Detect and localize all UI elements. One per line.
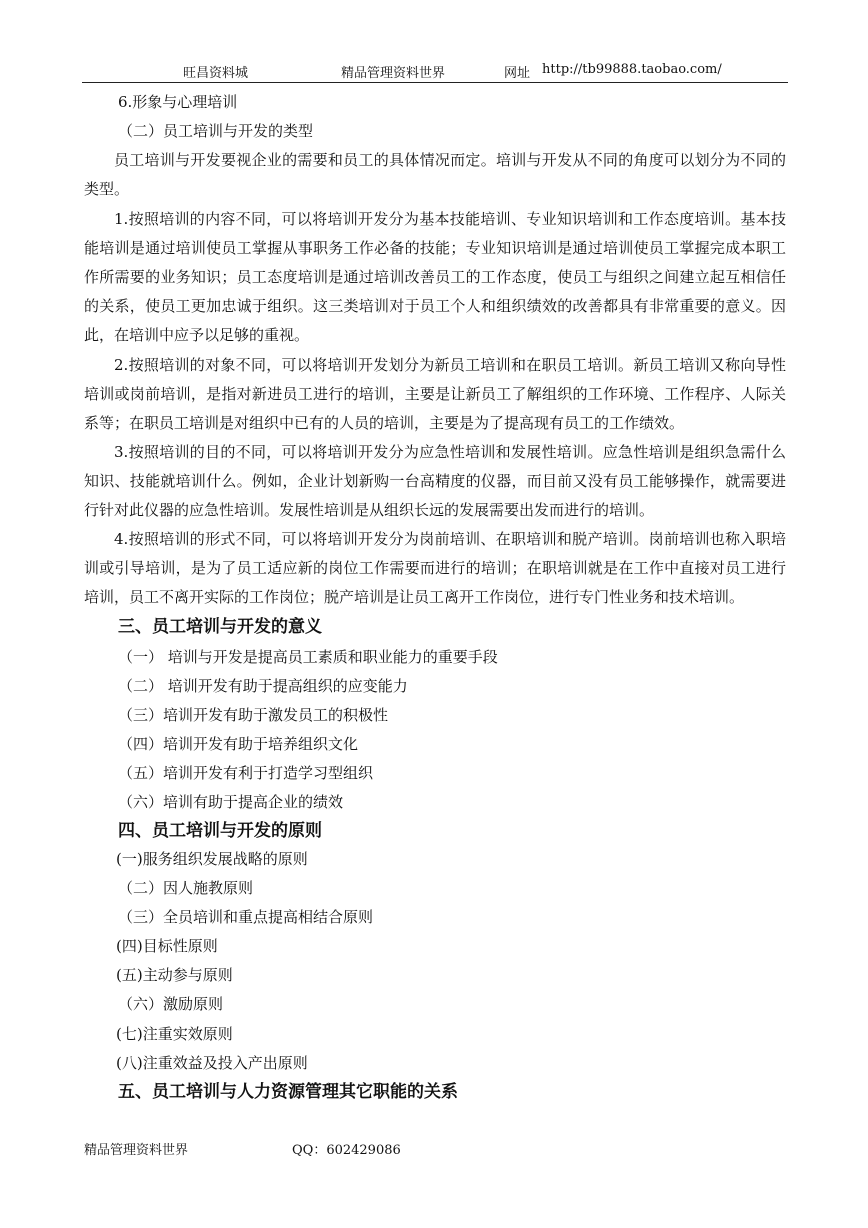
- footer-qq: QQ：602429086: [292, 1143, 401, 1158]
- significance-item: （五）培训开发有利于打造学习型组织: [118, 764, 374, 782]
- principle-item: （三）全员培训和重点提高相结合原则: [118, 908, 374, 926]
- item-6-heading: 6.形象与心理培训: [118, 93, 238, 111]
- header-url: http://tb99888.taobao.com/: [542, 62, 722, 77]
- paragraph-3: 3.按照培训的目的不同，可以将培训开发分为应急性培训和发展性培训。应急性培训是组织急需什么知识、技能就培训什么。例如，企业计划新购一台高精度的仪器，而目前又没有员工能够操作，就需要进行针对此仪器的应急性培训。发展性培训是从组织长远的发展需要出发而进行的培训。: [84, 443, 786, 519]
- section-5-heading: 五、员工培训与人力资源管理其它职能的关系: [118, 1082, 458, 1102]
- principle-item: （二）因人施教原则: [118, 879, 254, 897]
- footer-site-name: 精品管理资料世界: [84, 1143, 189, 1158]
- paragraph-1: 1.按照培训的内容不同，可以将培训开发分为基本技能培训、专业知识培训和工作态度培训。基本技能培训是通过培训使员工掌握从事职务工作必备的技能；专业知识培训是通过培训使员工掌握完成本职工作所需要的业务知识；员工态度培训是通过培训改善员工的工作态度，使员工与组织之间建立起互相信任的关系，使员工更加忠诚于组织。这三类培训对于员工个人和组织绩效的改善都具有非常重要的意义。因此，在培训中应予以足够的重视。: [84, 210, 786, 344]
- principle-item: (四)目标性原则: [116, 937, 218, 955]
- section-4-heading: 四、员工培训与开发的原则: [118, 821, 322, 841]
- significance-item: （三）培训开发有助于激发员工的积极性: [118, 706, 389, 724]
- section-2-heading: （二）员工培训与开发的类型: [118, 122, 314, 140]
- principle-item: (一)服务组织发展战略的原则: [116, 850, 308, 868]
- header-site-name: 精品管理资料世界: [341, 66, 446, 81]
- significance-item: （一） 培训与开发是提高员工素质和职业能力的重要手段: [118, 648, 498, 666]
- principle-item: (五)主动参与原则: [116, 966, 233, 984]
- significance-item: （二） 培训开发有助于提高组织的应变能力: [118, 677, 408, 695]
- page-header: [82, 60, 788, 83]
- intro-paragraph: 员工培训与开发要视企业的需要和员工的具体情况而定。培训与开发从不同的角度可以划分为不同的类型。: [84, 151, 786, 198]
- principle-item: (七)注重实效原则: [116, 1025, 233, 1043]
- principle-item: (八)注重效益及投入产出原则: [116, 1054, 308, 1072]
- paragraph-4: 4.按照培训的形式不同，可以将培训开发分为岗前培训、在职培训和脱产培训。岗前培训也称入职培训或引导培训，是为了员工适应新的岗位工作需要而进行的培训；在职培训就是在工作中直接对员工进行培训，员工不离开实际的工作岗位；脱产培训是让员工离开工作岗位，进行专门性业务和技术培训。: [84, 530, 786, 606]
- header-shop-name: 旺昌资料城: [183, 66, 249, 81]
- significance-item: （六）培训有助于提高企业的绩效: [118, 793, 344, 811]
- significance-item: （四）培训开发有助于培养组织文化: [118, 735, 359, 753]
- principle-item: （六）激励原则: [118, 995, 224, 1013]
- section-3-heading: 三、员工培训与开发的意义: [118, 617, 322, 637]
- paragraph-2: 2.按照培训的对象不同，可以将培训开发划分为新员工培训和在职员工培训。新员工培训又称向导性培训或岗前培训，是指对新进员工进行的培训，主要是让新员工了解组织的工作环境、工作程序、人际关系等；在职员工培训是对组织中已有的人员的培训，主要是为了提高现有员工的工作绩效。: [84, 356, 786, 432]
- header-url-label: 网址: [504, 66, 531, 81]
